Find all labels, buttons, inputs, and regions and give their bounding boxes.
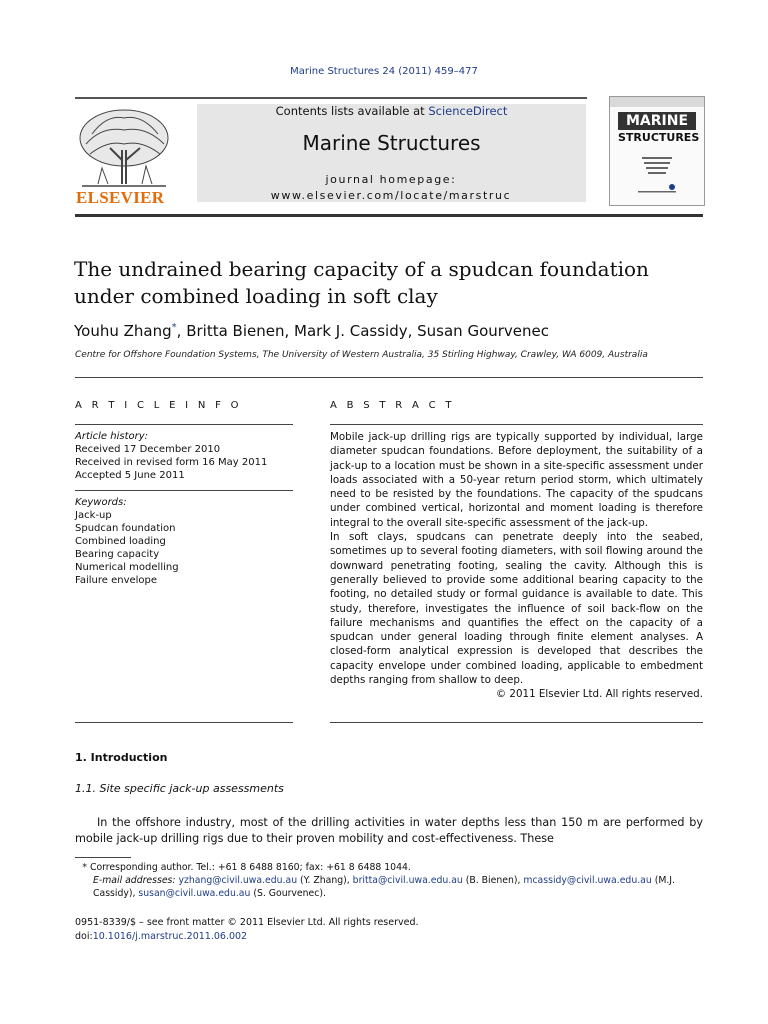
cover-title: MARINE: [618, 112, 696, 130]
keyword: Bearing capacity: [75, 549, 160, 560]
keyword: Jack-up: [75, 510, 112, 521]
journal-cover-thumbnail[interactable]: [609, 96, 705, 206]
contents-prefix: Contents lists available at: [275, 104, 429, 118]
footnote-mark: *: [82, 862, 87, 873]
journal-homepage[interactable]: journal homepage: www.elsevier.com/locate/marstruc: [270, 173, 512, 202]
email-link[interactable]: britta@civil.uwa.edu.au: [352, 875, 463, 886]
abstract-heading: A B S T R A C T: [330, 400, 455, 411]
article-info-rule: [75, 424, 293, 425]
section-heading: 1. Introduction: [75, 751, 168, 764]
keywords-label: Keywords:: [75, 497, 127, 508]
abstract-copyright: © 2011 Elsevier Ltd. All rights reserved.: [495, 688, 703, 701]
abstract-text: [330, 430, 703, 702]
email-link[interactable]: susan@civil.uwa.edu.au: [138, 888, 251, 899]
keyword: Combined loading: [75, 536, 166, 547]
email-owner: (B. Bienen),: [462, 875, 524, 886]
header-bottom-rule: [75, 214, 703, 217]
abstract-bottom-rule: [330, 722, 703, 723]
article-info-bottom-rule: [75, 722, 293, 723]
article-title: The undrained bearing capacity of a spudcan foundation under combined loading in soft clay: [74, 257, 649, 308]
subsection-heading: 1.1. Site specific jack-up assessments: [75, 782, 284, 795]
doi-line: [75, 930, 705, 944]
keyword: Spudcan foundation: [75, 523, 176, 534]
author-name[interactable]: Mark J. Cassidy: [294, 322, 408, 340]
doi-link[interactable]: 10.1016/j.marstruc.2011.06.002: [92, 931, 248, 942]
keyword: Numerical modelling: [75, 562, 179, 573]
abstract-rule: [330, 424, 703, 425]
author-name[interactable]: Youhu Zhang: [74, 322, 172, 340]
email-link[interactable]: mcassidy@civil.uwa.edu.au: [523, 875, 652, 886]
abstract-paragraph: In soft clays, spudcans can penetrate deeply into the seabed, sometimes up to several footing diameters, with soil flowing around the downward penetrating footing, sealing the cavity. Although this is generally believed to provide some additional bearing capacity to the footing, no detailed study or formal guidance is available to date. This study, therefore, investigates the influence of soil back-flow on the failure mechanisms and quantifies the effect on the capacity of a spudcan under general loading through finite element analyses. A closed-form analytical expression is developed that describes the capacity envelope under combined loading, applicable to embedment depths ranging from shallow to deep.: [330, 531, 703, 687]
corresponding-author-mark[interactable]: *: [171, 322, 177, 333]
journal-citation[interactable]: Marine Structures 24 (2011) 459–477: [290, 66, 478, 77]
email-label: E-mail addresses:: [93, 875, 176, 886]
issn-line: 0951-8339/$ – see front matter © 2011 Elsevier Ltd. All rights reserved.: [75, 917, 419, 928]
cover-subtitle: STRUCTURES: [618, 131, 700, 144]
body-paragraph: In the offshore industry, most of the drilling activities in water depths less than 150 m are performed by mobile jack-up drilling rigs due to their proven mobility and cost-effectiveness. These: [75, 816, 703, 845]
author-separator: ,: [407, 322, 418, 340]
abstract-paragraph: Mobile jack-up drilling rigs are typically supported by individual, large diameter spudcan foundations. Before deployment, the suitability of a jack-up to a location must be shown in a site-specific assessment under loads associated with a 50-year return period storm, which ultimately need to be resisted by the foundations. The capacity of the spudcans under combined vertical, horizontal and moment loading is therefore integral to the overall site-specific assessment of the jack-up.: [330, 431, 703, 529]
keywords-rule: [75, 490, 293, 491]
author-affiliation: Centre for Offshore Foundation Systems, The University of Western Australia, 35 Stirling Highway, Crawley, WA 6009, Australia: [75, 350, 648, 360]
history-item: Received in revised form 16 May 2011: [75, 457, 268, 468]
email-link[interactable]: yzhang@civil.uwa.edu.au: [178, 875, 298, 886]
footnote-rule: [75, 857, 131, 858]
cover-editors-block-icon: [632, 155, 682, 195]
front-matter: [75, 916, 705, 944]
publisher-name: ELSEVIER: [76, 188, 165, 207]
email-owner: (Y. Zhang),: [297, 875, 353, 886]
author-separator: ,: [284, 322, 295, 340]
email-owner: (S. Gourvenec).: [250, 888, 326, 899]
affiliation-rule: [75, 377, 703, 378]
cover-band: [610, 97, 704, 107]
article-info-heading: A R T I C L E I N F O: [75, 400, 242, 411]
keywords-block: [75, 496, 295, 587]
sciencedirect-link[interactable]: ScienceDirect: [428, 104, 508, 118]
header-top-rule: [75, 97, 587, 99]
doi-prefix: doi:: [75, 931, 93, 942]
author-separator: ,: [176, 322, 187, 340]
corresponding-author-note: [75, 861, 705, 874]
journal-title: Marine Structures: [302, 131, 481, 155]
author-list: [74, 322, 704, 340]
footnote: [75, 861, 705, 900]
article-history: [75, 430, 295, 482]
author-name[interactable]: Britta Bienen: [186, 322, 285, 340]
contents-line: [197, 104, 586, 118]
email-owner: (M.J. Cassidy),: [93, 875, 676, 899]
history-item: Received 17 December 2010: [75, 444, 221, 455]
keyword: Failure envelope: [75, 575, 158, 586]
corresponding-author-text: Corresponding author. Tel.: +61 8 6488 8160; fax: +61 8 6488 1044.: [89, 862, 411, 873]
history-label: Article history:: [75, 431, 149, 442]
author-name[interactable]: Susan Gourvenec: [417, 322, 550, 340]
email-addresses: [75, 874, 705, 900]
history-item: Accepted 5 June 2011: [75, 470, 185, 481]
